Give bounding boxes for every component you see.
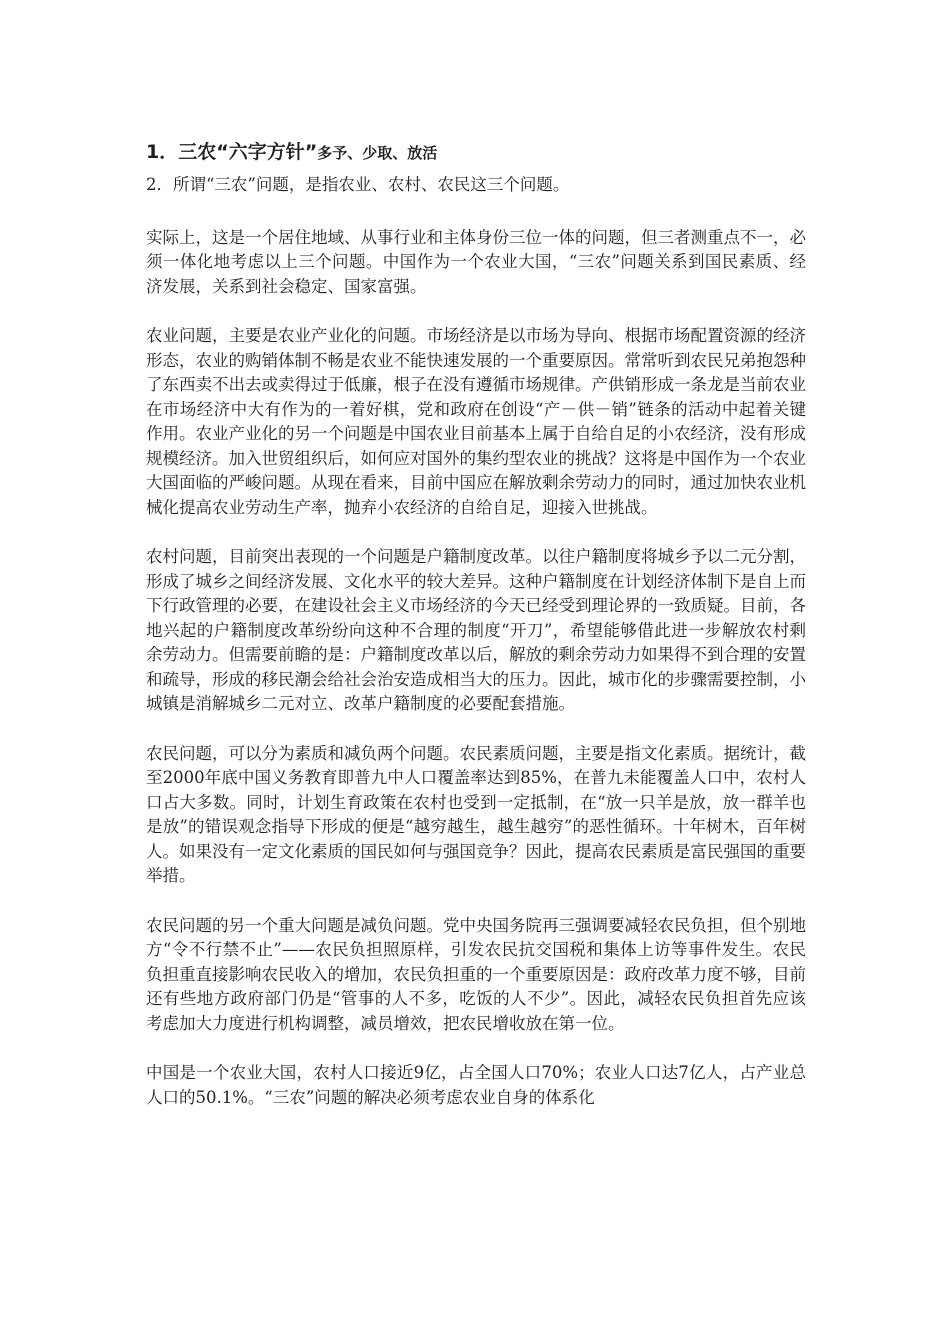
paragraph-farmers-burden: 农民问题的另一个重大问题是减负问题。党中央国务院再三强调要减轻农民负担，但个别地方“令不行禁不止”——农民负担照原样，引发农民抗交国税和集体上访等事件发生。农民负担重直接影响农民收入的增加，农民负担重的一个重要原因是：政府改革力度不够，目前还有些地方政府部门仍是“管事的人不多，吃饭的人不少”。因此，减轻农民负担首先应该考虑加大力度进行机构调整，减员增效，把农民增收放在第一位。 <box>146 915 806 1033</box>
document-page <box>146 138 806 1110</box>
paragraph-overview: 实际上，这是一个居住地域、从事行业和主体身份三位一体的问题，但三者测重点不一，必须一体化地考虑以上三个问题。中国作为一个农业大国，“三农”问题关系到国民素质、经济发展，关系到社会稳定、国家富强。 <box>146 227 806 296</box>
paragraph-farmers-quality: 农民问题，可以分为素质和减负两个问题。农民素质问题，主要是指文化素质。据统计，截至2000年底中国义务教育即普九中人口覆盖率达到85%，在普九未能覆盖人口中，农村人口占大多数。同时，计划生育政策在农村也受到一定抵制，在“放一只羊是放，放一群羊也是放”的错误观念指导下形成的便是“越穷越生，越生越穷”的恶性循环。十年树木，百年树人。如果没有一定文化素质的国民如何与强国竞争？因此，提高农民素质是富民强国的重要举措。 <box>146 743 806 885</box>
paragraph-population: 中国是一个农业大国，农村人口接近9亿，占全国人口70%；农业人口达7亿人，占产业总人口的50.1%。“三农”问题的解决必须考虑农业自身的体系化 <box>146 1063 806 1107</box>
paragraph-intro: 2．所谓“三农”问题，是指农业、农村、农民这三个问题。 <box>146 175 570 194</box>
heading-main-text: 1．三农“六字方针” <box>146 141 318 163</box>
heading-sub-text: 多予、少取、放活 <box>317 144 438 162</box>
paragraph-countryside: 农村问题，目前突出表现的一个问题是户籍制度改革。以往户籍制度将城乡予以二元分割，形成了城乡之间经济发展、文化水平的较大差异。这种户籍制度在计划经济体制下是自上而下行政管理的必要，在建设社会主义市场经济的今天已经受到理论界的一致质疑。目前，各地兴起的户籍制度改革纷纷向这种不合理的制度“开刀”，希望能够借此进一步解放农村剩余劳动力。但需要前瞻的是：户籍制度改革以后，解放的剩余劳动力如果得不到合理的安置和疏导，形成的移民潮会给社会治安造成相当大的压力。因此，城市化的步骤需要控制，小城镇是消解城乡二元对立、改革户籍制度的必要配套措施。 <box>146 547 806 713</box>
paragraph-agriculture: 农业问题，主要是农业产业化的问题。市场经济是以市场为导向、根据市场配置资源的经济形态，农业的购销体制不畅是农业不能快速发展的一个重要原因。常常听到农民兄弟抱怨种了东西卖不出去或卖得过于低廉，根子在没有遵循市场规律。产供销形成一条龙是当前农业在市场经济中大有作为的一着好棋，党和政府在创设“产－供－销”链条的活动中起着关键作用。农业产业化的另一个问题是中国农业目前基本上属于自给自足的小农经济，没有形成规模经济。加入世贸组织后，如何应对国外的集约型农业的挑战？这将是中国作为一个农业大国面临的严峻问题。从现在看来，目前中国应在解放剩余劳动力的同时，通过加快农业机械化提高农业劳动生产率，抛弃小农经济的自给自足，迎接入世挑战。 <box>146 326 806 517</box>
section-heading <box>146 138 806 167</box>
